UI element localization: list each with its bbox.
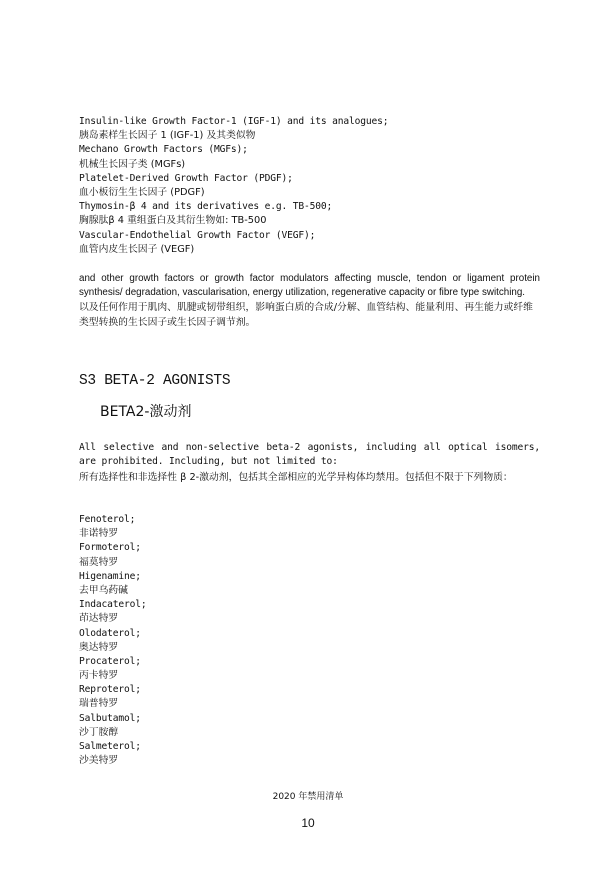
section-subtitle: BETA2-激动剂 <box>100 404 192 420</box>
list-item: Insulin-like Growth Factor-1 (IGF-1) and its analogues; <box>79 116 389 127</box>
list-item: 瑞普特罗 <box>79 698 119 710</box>
intro-english: All selective and non-selective beta-2 agonists, including all optical isomers, are prohibited. Including, but not limited to: <box>79 442 540 468</box>
section-title: S3 BETA-2 AGONISTS <box>79 373 231 389</box>
growth-factor-paragraph <box>79 272 540 330</box>
growth-factor-list <box>79 115 540 257</box>
list-item: Formoterol; <box>79 542 141 554</box>
intro-chinese: 所有选择性和非选择性 β 2-激动剂，包括其全部相应的光学异构体均禁用。包括但不限于下列物质： <box>79 472 513 484</box>
list-item: Mechano Growth Factors (MGFs); <box>79 144 248 156</box>
list-item: 茚达特罗 <box>79 613 119 625</box>
list-item: 丙卡特罗 <box>79 670 119 682</box>
list-item: 沙美特罗 <box>79 755 119 767</box>
list-item: Higenamine; <box>79 570 141 582</box>
paragraph-english: and other growth factors or growth factor modulators affecting muscle, tendon or ligament protein synthesis/ degradation, vascularisation, energy utilization, regenerative capacity or fibre type switching. <box>79 273 540 299</box>
list-item: Indacaterol; <box>79 599 147 611</box>
list-item: Thymosin-β 4 and its derivatives e.g. TB-500; <box>79 201 333 213</box>
list-item: 非诺特罗 <box>79 528 119 540</box>
beta2-agonist-list <box>79 513 540 768</box>
list-item: 沙丁胺醇 <box>79 726 119 738</box>
list-item: Vascular-Endothelial Growth Factor (VEGF); <box>79 229 316 241</box>
list-item: 胸腺肽β 4 重组蛋白及其衍生物如: TB-500 <box>79 215 267 227</box>
list-item: Platelet-Derived Growth Factor (PDGF); <box>79 172 293 184</box>
list-item: Salbutamol; <box>79 712 141 724</box>
list-item: 去甲乌药碱 <box>79 584 128 596</box>
list-item: Procaterol; <box>79 655 141 667</box>
list-item: 血管内皮生长因子 (VEGF) <box>79 243 195 255</box>
paragraph-chinese: 以及任何作用于肌肉、肌腱或韧带组织，影响蛋白质的合成/分解、血管结构、能量利用、再生能力或纤维类型转换的生长因子或生长因子调节剂。 <box>79 302 533 328</box>
list-item: Olodaterol; <box>79 627 141 639</box>
list-item: 福莫特罗 <box>79 556 119 568</box>
list-item: Reproterol; <box>79 684 141 696</box>
list-item: Salmeterol; <box>79 741 141 752</box>
list-item: Fenoterol; <box>79 514 136 525</box>
page-number: 10 <box>301 816 315 830</box>
list-item: 奥达特罗 <box>79 641 119 653</box>
list-item: 血小板衍生生长因子 (PDGF) <box>79 186 205 198</box>
list-item: 胰岛素样生长因子 1 (IGF-1) 及其类似物 <box>79 130 256 142</box>
list-item: 机械生长因子类 (MGFs) <box>79 158 186 170</box>
footer-title: 2020 年禁用清单 <box>272 792 344 802</box>
beta2-intro-paragraph <box>79 441 540 486</box>
